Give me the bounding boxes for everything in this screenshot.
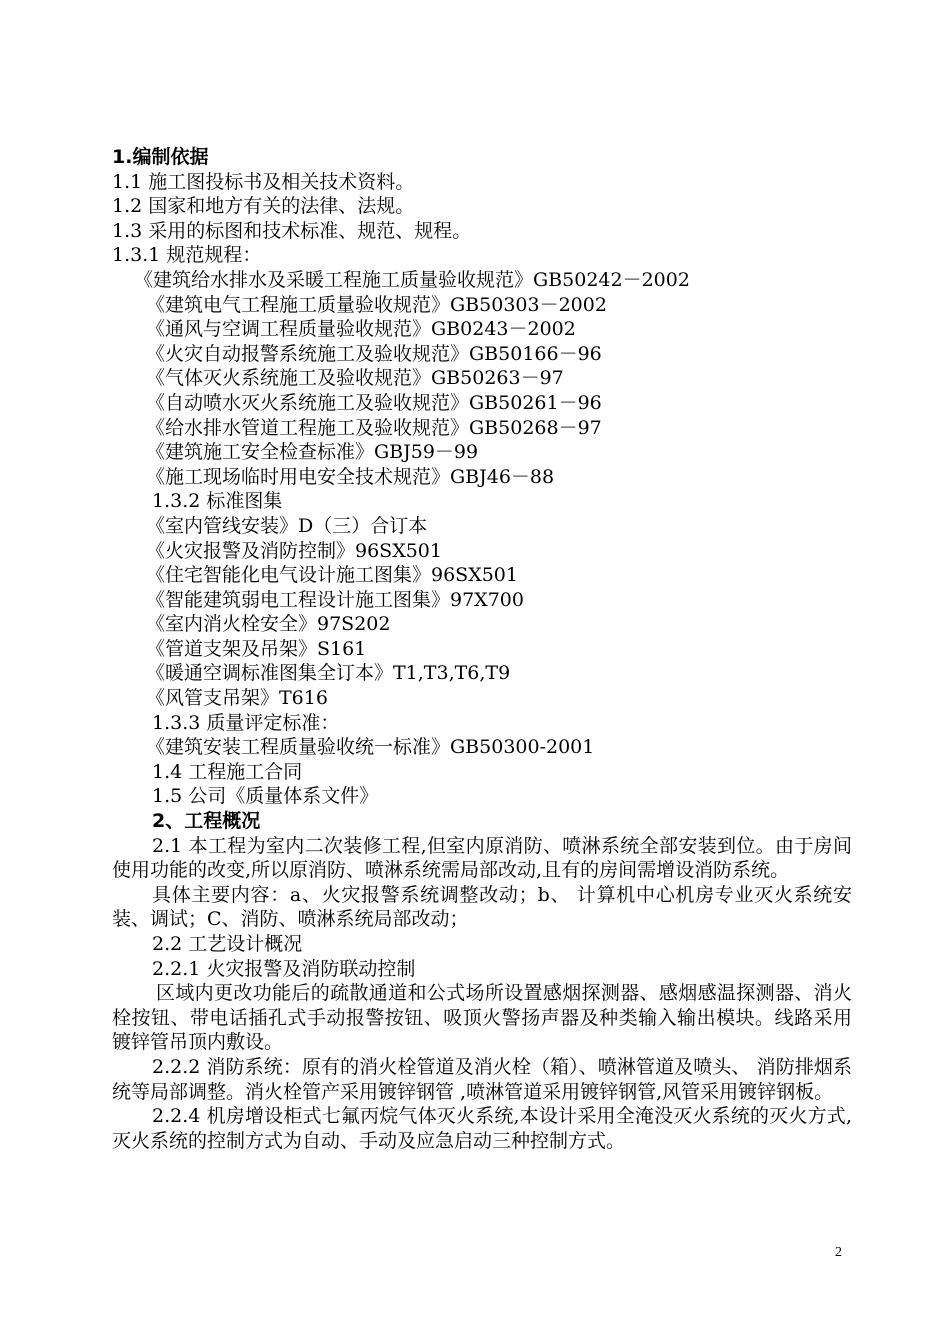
standard-item: 《自动喷水灭火系统施工及验收规范》GB50261－96 (146, 391, 602, 414)
quality-standard-item: 《建筑安装工程质量验收统一标准》GB50300-2001 (146, 736, 595, 759)
standard-item: 《通风与空调工程质量验收规范》GB0243－2002 (146, 318, 576, 341)
list-item: 1.2 国家和地方有关的法律、法规。 (112, 195, 415, 218)
paragraph: 区域内更改功能后的疏散通道和公式场所设置感烟探测器、感烟感温探测器、消火栓按钮、带电话插孔式手动报警按钮、吸顶火警扬声器及种类输入输出模块。线路采用镀锌管吊顶内敷设。 (112, 982, 852, 1054)
page-number: 2 (835, 1245, 842, 1260)
standard-item: 《给水排水管道工程施工及验收规范》GB50268－97 (146, 416, 602, 439)
standard-item: 《火灾自动报警系统施工及验收规范》GB50166－96 (146, 342, 602, 365)
list-item: 1.3 采用的标图和技术标准、规范、规程。 (112, 219, 472, 242)
atlas-item: 《火灾报警及消防控制》96SX501 (146, 539, 442, 562)
subsection-title: 1.3.2 标准图集 (152, 490, 283, 513)
list-item: 2.2.1 火灾报警及消防联动控制 (152, 957, 416, 980)
atlas-item: 《风管支吊架》T616 (146, 687, 328, 710)
atlas-item: 《室内消火栓安全》97S202 (146, 613, 391, 636)
section-heading-1: 1.编制依据 (112, 146, 209, 168)
list-item: 1.5 公司《质量体系文件》 (152, 785, 379, 808)
atlas-item: 《暖通空调标准图集全订本》T1,T3,T6,T9 (146, 662, 511, 685)
standard-item: 《建筑给水排水及采暖工程施工质量验收规范》GB50242－2002 (134, 268, 690, 291)
subsection-title: 1.3.3 质量评定标准： (152, 711, 340, 734)
standard-item: 《施工现场临时用电安全技术规范》GBJ46－88 (146, 465, 555, 488)
paragraph: 2.2.2 消防系统：原有的消火栓管道及消火栓（箱）、喷淋管道及喷头、 消防排烟系统等局部调整。消火栓管产采用镀锌钢管 ,喷淋管道采用镀锌钢管,风管采用镀锌钢板。 (112, 1055, 852, 1103)
atlas-item: 《管道支架及吊架》S161 (146, 637, 367, 660)
paragraph: 具体主要内容：a、火灾报警系统调整改动；b、 计算机中心机房专业灭火系统安装、调试；C、消防、喷淋系统局部改动； (112, 883, 852, 931)
list-item: 1.3.1 规范规程： (112, 244, 262, 267)
standard-item: 《建筑施工安全检查标准》GBJ59－99 (146, 441, 479, 464)
standard-item: 《建筑电气工程施工质量验收规范》GB50303－2002 (146, 293, 607, 316)
paragraph: 2.1 本工程为室内二次装修工程,但室内原消防、喷淋系统全部安装到位。由于房间使用功能的改变,所以原消防、喷淋系统需局部改动,且有的房间需增设消防系统。 (112, 834, 852, 882)
document-body (112, 145, 852, 1153)
standard-item: 《气体灭火系统施工及验收规范》GB50263－97 (146, 367, 564, 390)
atlas-item: 《住宅智能化电气设计施工图集》96SX501 (146, 564, 518, 587)
list-item: 2.2 工艺设计概况 (152, 933, 303, 955)
list-item: 1.4 工程施工合同 (152, 760, 303, 783)
section-heading-2: 2、工程概况 (152, 810, 261, 833)
atlas-item: 《智能建筑弱电工程设计施工图集》97X700 (146, 588, 524, 611)
atlas-item: 《室内管线安装》D（三）合订本 (146, 514, 428, 537)
list-item: 1.1 施工图投标书及相关技术资料。 (112, 170, 415, 193)
paragraph: 2.2.4 机房增设柜式七氟丙烷气体灭火系统,本设计采用全淹没灭火系统的灭火方式,灭火系统的控制方式为自动、手动及应急启动三种控制方式。 (112, 1105, 852, 1152)
